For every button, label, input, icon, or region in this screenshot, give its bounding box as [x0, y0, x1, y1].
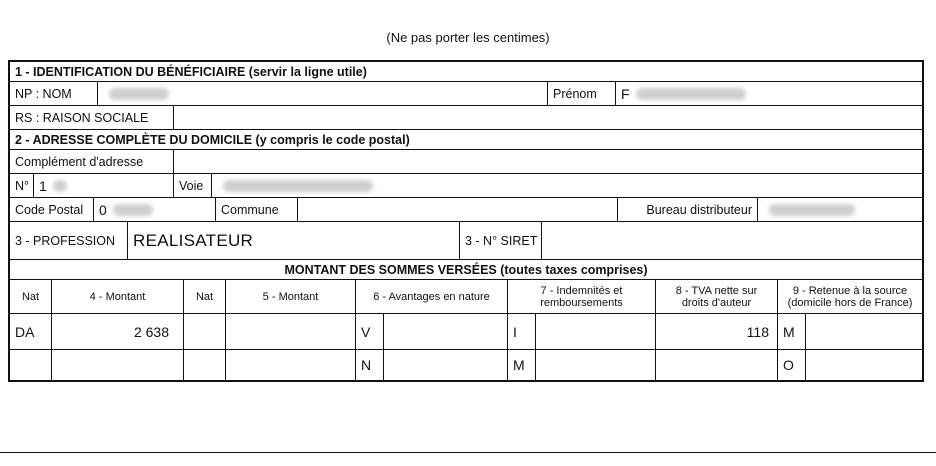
row2-code7: M [508, 350, 536, 380]
row-profession [10, 222, 922, 260]
prenom-field[interactable] [616, 82, 922, 105]
col-montant-5: 5 - Montant [226, 280, 356, 313]
redacted-bureau [769, 204, 855, 216]
col-avantages: 6 - Avantages en nature [356, 280, 508, 313]
redacted-prenom [636, 88, 746, 100]
siret-label: 3 - N° SIRET [460, 222, 542, 259]
row2-code6: N [356, 350, 384, 380]
section1-header [10, 62, 922, 82]
row1-val9[interactable] [806, 314, 922, 349]
row2-montant5[interactable] [226, 350, 356, 380]
row1-val6[interactable] [384, 314, 508, 349]
row1-montant4[interactable]: 2 638 [52, 314, 184, 349]
siret-field[interactable] [542, 222, 922, 259]
row-nom [10, 82, 922, 106]
raison-sociale-field[interactable] [174, 106, 922, 129]
row2-nat[interactable] [10, 350, 52, 380]
row-complement [10, 150, 922, 174]
col-retenue: 9 - Retenue à la source (domicile hors de France) [787, 284, 913, 309]
row1-code9: M [778, 314, 806, 349]
beneficiary-form [8, 60, 924, 382]
voie-label: Voie [174, 174, 212, 197]
bureau-field[interactable] [758, 198, 922, 221]
row2-val7[interactable] [536, 350, 656, 380]
code-postal-value: 0 [99, 201, 107, 218]
row-voie [10, 174, 922, 198]
prenom-label: Prénom [548, 82, 616, 105]
nom-field[interactable] [98, 82, 548, 105]
col-indemnites: 7 - Indemnités et remboursements [508, 280, 656, 313]
montants-title: MONTANT DES SOMMES VERSÉES (toutes taxes comprises) [284, 262, 648, 277]
row2-val6[interactable] [384, 350, 508, 380]
row-code-postal [10, 198, 922, 222]
row1-code7: I [508, 314, 536, 349]
col-montant-4: 4 - Montant [52, 280, 184, 313]
row2-val9[interactable] [806, 350, 922, 380]
code-postal-field[interactable] [94, 198, 216, 221]
prenom-value: F [621, 85, 630, 102]
redacted-code-postal [113, 204, 153, 216]
raison-sociale-label: RS : RAISON SOCIALE [10, 106, 174, 129]
row1-nat[interactable]: DA [10, 314, 52, 349]
montants-columns [10, 280, 922, 314]
note-centimes: (Ne pas porter les centimes) [386, 30, 550, 45]
complement-field[interactable] [174, 150, 922, 173]
section2-title: 2 - ADRESSE COMPLÈTE DU DOMICILE (y compris le code postal) [15, 132, 410, 147]
col-nat-2: Nat [184, 280, 226, 313]
numero-label: N° [10, 174, 34, 197]
row1-code6: V [356, 314, 384, 349]
redacted-numero [53, 180, 67, 192]
table-row [10, 350, 922, 380]
numero-field[interactable] [34, 174, 174, 197]
row2-nat2[interactable] [184, 350, 226, 380]
section1-title: 1 - IDENTIFICATION DU BÉNÉFICIAIRE (servir la ligne utile) [15, 64, 367, 79]
table-row [10, 314, 922, 350]
profession-field[interactable]: REALISATEUR [128, 222, 460, 259]
row-raison-sociale [10, 106, 922, 130]
page-divider [0, 452, 936, 453]
row2-val8[interactable] [656, 350, 778, 380]
montants-header [10, 260, 922, 280]
col-nat-1: Nat [10, 280, 52, 313]
profession-label: 3 - PROFESSION [10, 222, 128, 259]
row2-code9: O [778, 350, 806, 380]
code-postal-label: Code Postal [10, 198, 94, 221]
row1-val7[interactable] [536, 314, 656, 349]
commune-field[interactable] [298, 198, 618, 221]
redacted-nom [109, 88, 169, 100]
row1-val8[interactable]: 118 [656, 314, 778, 349]
commune-label: Commune [216, 198, 298, 221]
row1-montant5[interactable] [226, 314, 356, 349]
numero-value: 1 [39, 177, 47, 194]
row2-montant4[interactable] [52, 350, 184, 380]
complement-label: Complément d'adresse [10, 150, 174, 173]
bureau-label: Bureau distributeur [618, 198, 758, 221]
row1-nat2[interactable] [184, 314, 226, 349]
voie-field[interactable] [212, 174, 922, 197]
col-tva: 8 - TVA nette sur droits d'auteur [656, 280, 778, 313]
section2-header [10, 130, 922, 150]
redacted-voie [223, 180, 373, 192]
nom-label: NP : NOM [10, 82, 98, 105]
